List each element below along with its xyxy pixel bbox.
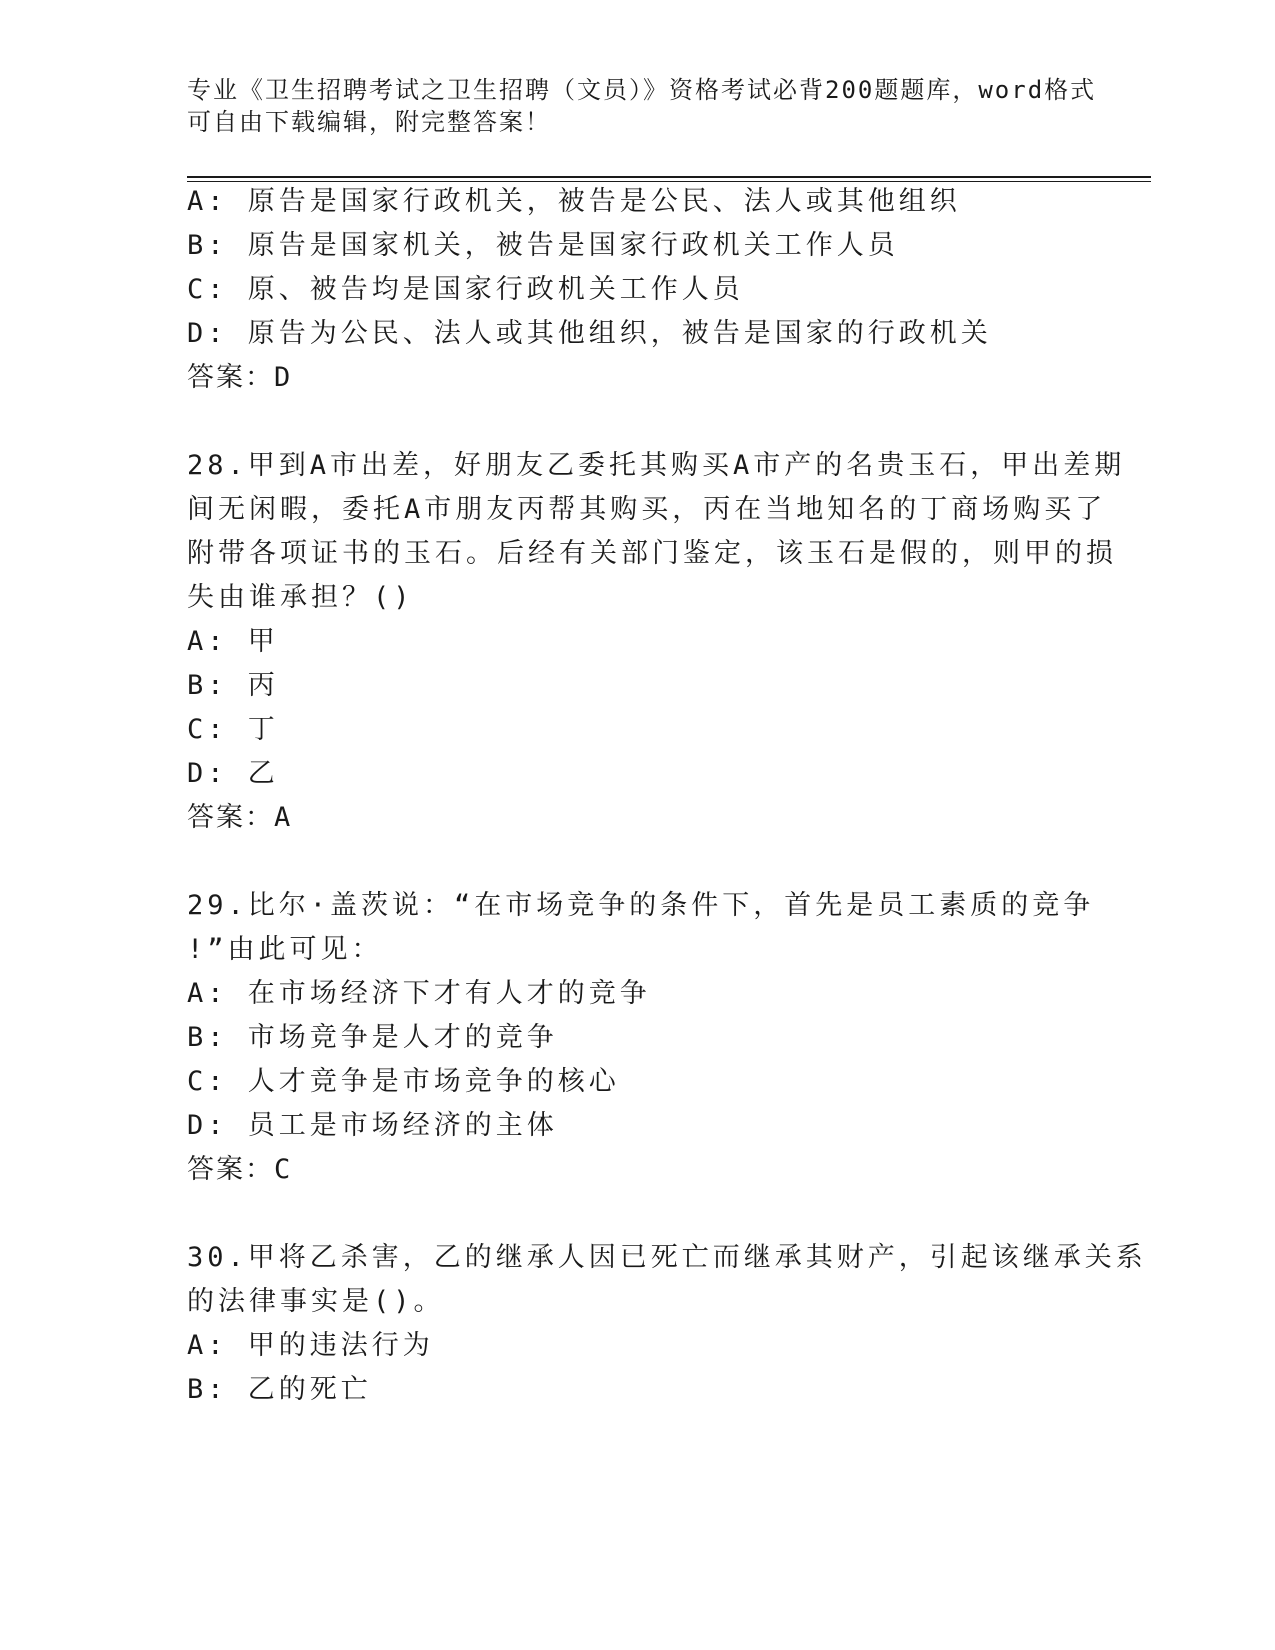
q30-option-a: A: 甲的违法行为 bbox=[187, 1330, 434, 1361]
q29-stem-line-2: !”由此可见： bbox=[187, 934, 383, 965]
q28-option-a: A: 甲 bbox=[187, 626, 279, 657]
q29-option-d: D: 员工是市场经济的主体 bbox=[187, 1110, 558, 1141]
q28-option-c: C: 丁 bbox=[187, 714, 279, 745]
q30-stem-line-1: 30.甲将乙杀害，乙的继承人因已死亡而继承其财产，引起该继承关系 bbox=[187, 1242, 1147, 1273]
header-line-1: 专业《卫生招聘考试之卫生招聘（文员）》资格考试必背200题题库，word格式 bbox=[187, 76, 1097, 104]
q28-option-d: D: 乙 bbox=[187, 758, 279, 789]
q28-stem-line-3: 附带各项证书的玉石。后经有关部门鉴定，该玉石是假的，则甲的损 bbox=[187, 538, 1117, 569]
header-divider-thin bbox=[187, 181, 1151, 182]
header-divider-thick bbox=[187, 176, 1151, 178]
q27-option-b: B: 原告是国家机关，被告是国家行政机关工作人员 bbox=[187, 230, 899, 261]
q27-answer: 答案：D bbox=[187, 362, 293, 393]
q27-option-d: D: 原告为公民、法人或其他组织，被告是国家的行政机关 bbox=[187, 318, 992, 349]
q29-option-c: C: 人才竞争是市场竞争的核心 bbox=[187, 1066, 620, 1097]
q28-stem-line-4: 失由谁承担？() bbox=[187, 582, 414, 613]
q28-answer: 答案：A bbox=[187, 802, 293, 833]
q28-option-b: B: 丙 bbox=[187, 670, 279, 701]
q30-stem-line-2: 的法律事实是()。 bbox=[187, 1286, 445, 1317]
q30-option-b: B: 乙的死亡 bbox=[187, 1374, 372, 1405]
q29-option-b: B: 市场竞争是人才的竞争 bbox=[187, 1022, 558, 1053]
document-header bbox=[187, 74, 1097, 138]
q29-stem-line-1: 29.比尔·盖茨说：“在市场竞争的条件下，首先是员工素质的竞争 bbox=[187, 890, 1095, 921]
q27-option-a: A: 原告是国家行政机关，被告是公民、法人或其他组织 bbox=[187, 186, 961, 217]
q29-answer: 答案：C bbox=[187, 1154, 293, 1185]
header-line-2: 可自由下载编辑，附完整答案！ bbox=[187, 108, 551, 136]
q28-stem-line-2: 间无闲暇，委托A市朋友丙帮其购买，丙在当地知名的丁商场购买了 bbox=[187, 494, 1107, 525]
q29-option-a: A: 在市场经济下才有人才的竞争 bbox=[187, 978, 651, 1009]
q28-stem-line-1: 28.甲到A市出差，好朋友乙委托其购买A市产的名贵玉石，甲出差期 bbox=[187, 450, 1126, 481]
q27-option-c: C: 原、被告均是国家行政机关工作人员 bbox=[187, 274, 744, 305]
